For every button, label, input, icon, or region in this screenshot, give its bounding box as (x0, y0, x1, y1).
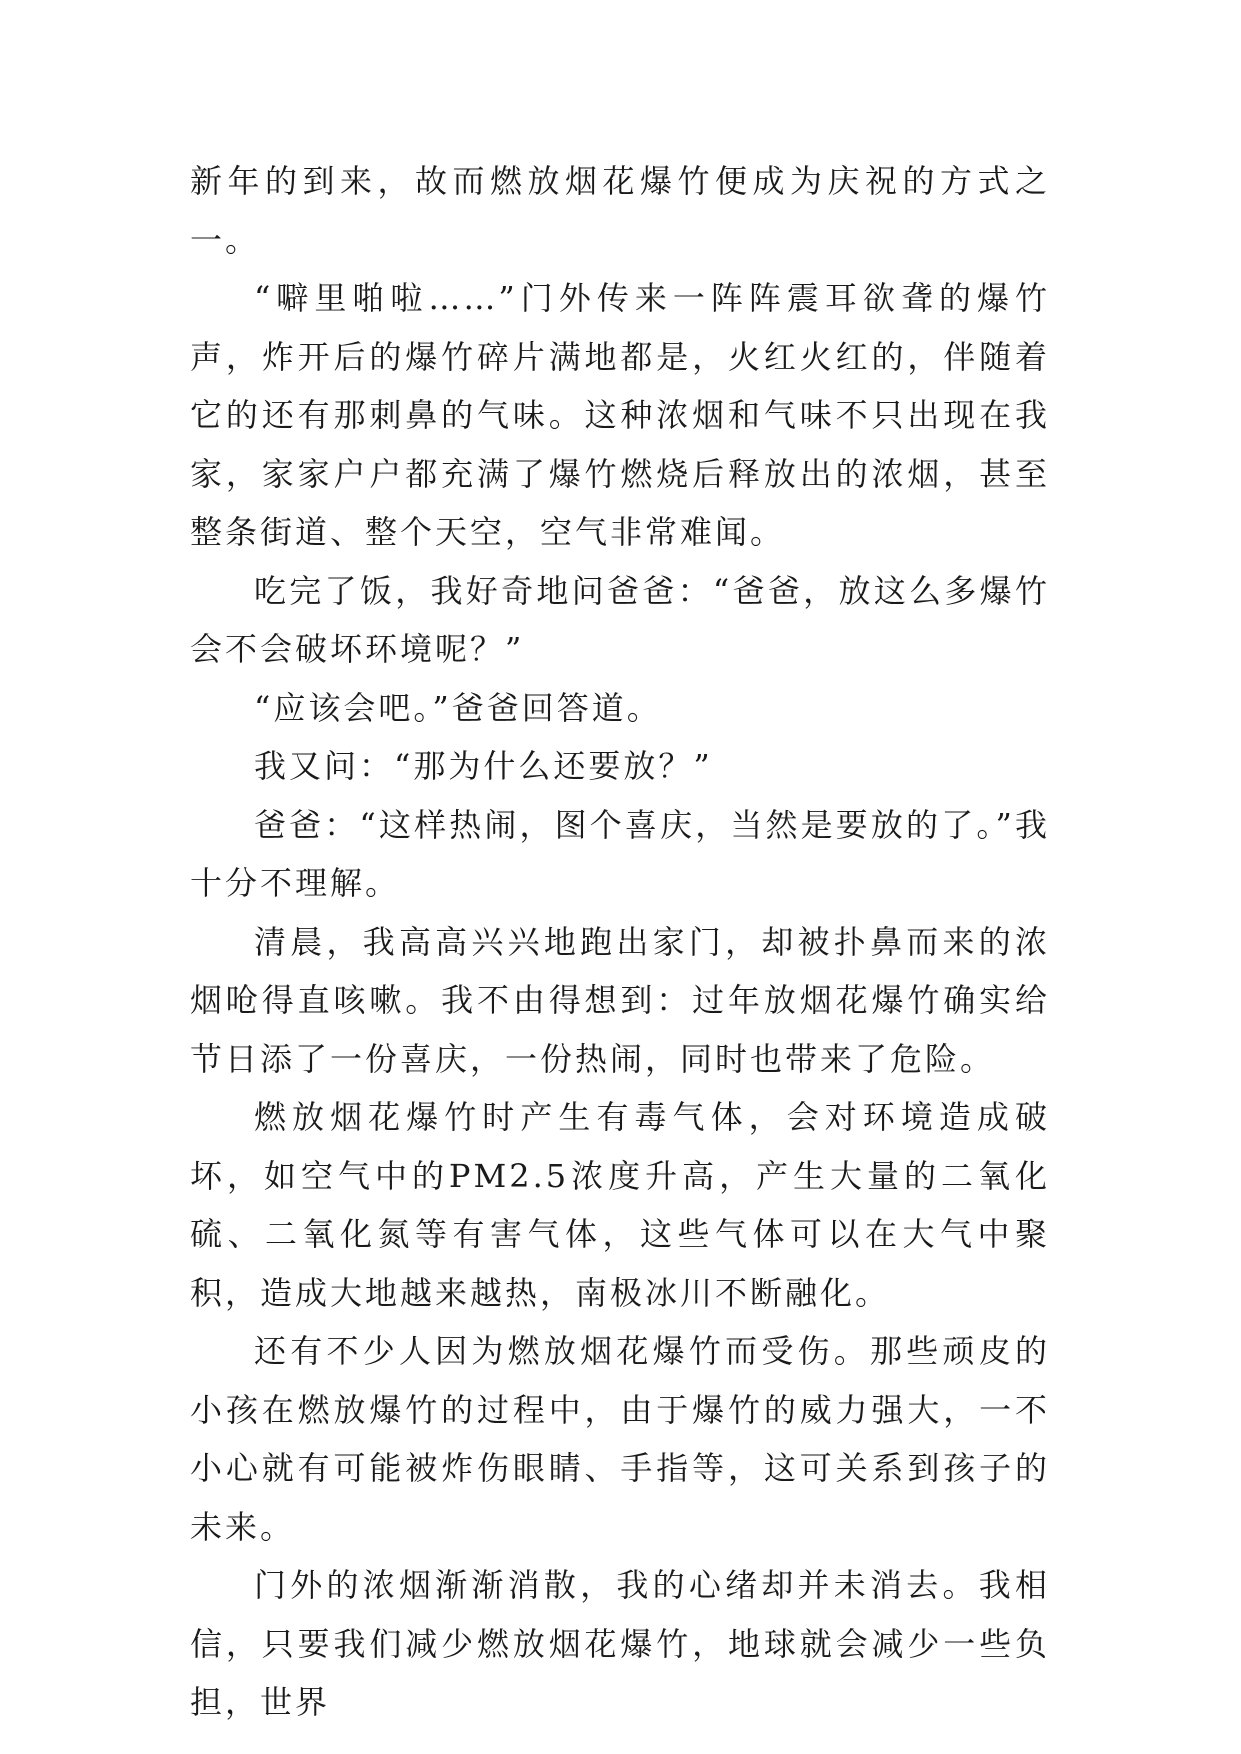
paragraph-9: 还有不少人因为燃放烟花爆竹而受伤。那些顽皮的小孩在燃放爆竹的过程中，由于爆竹的威力强大，一不小心就有可能被炸伤眼睛、手指等，这可关系到孩子的未来。 (190, 1332, 1050, 1546)
paragraph-5: 我又问：“那为什么还要放？” (254, 747, 713, 785)
paragraph-7: 清晨，我高高兴兴地跑出家门，却被扑鼻而来的浓烟呛得直咳嗽。我不由得想到：过年放烟花爆竹确实给节日添了一份喜庆，一份热闹，同时也带来了危险。 (190, 922, 1050, 1078)
paragraph-6: 爸爸：“这样热闹，图个喜庆，当然是要放的了。”我十分不理解。 (190, 805, 1050, 902)
paragraph-4: “应该会吧。”爸爸回答道。 (254, 688, 662, 727)
paragraph-1: 新年的到来，故而燃放烟花爆竹便成为庆祝的方式之一。 (190, 162, 1050, 259)
paragraph-2: “噼里啪啦……”门外传来一阵阵震耳欲聋的爆竹声，炸开后的爆竹碎片满地都是，火红火红的，伴随着它的还有那刺鼻的气味。这种浓烟和气味不只出现在我家，家家户户都充满了爆竹燃烧后释放出的浓烟，甚至整条街道、整个天空，空气非常难闻。 (190, 279, 1050, 551)
paragraph-3: 吃完了饭，我好奇地问爸爸：“爸爸，放这么多爆竹会不会破坏环境呢？” (190, 571, 1050, 668)
essay-body (190, 152, 1050, 1732)
paragraph-8: 燃放烟花爆竹时产生有毒气体，会对环境造成破坏，如空气中的PM2.5浓度升高，产生大量的二氧化硫、二氧化氮等有害气体，这些气体可以在大气中聚积，造成大地越来越热，南极冰川不断融化。 (190, 1098, 1050, 1312)
paragraph-10: 门外的浓烟渐渐消散，我的心绪却并未消去。我相信，只要我们减少燃放烟花爆竹，地球就会减少一些负担，世界 (190, 1566, 1050, 1721)
